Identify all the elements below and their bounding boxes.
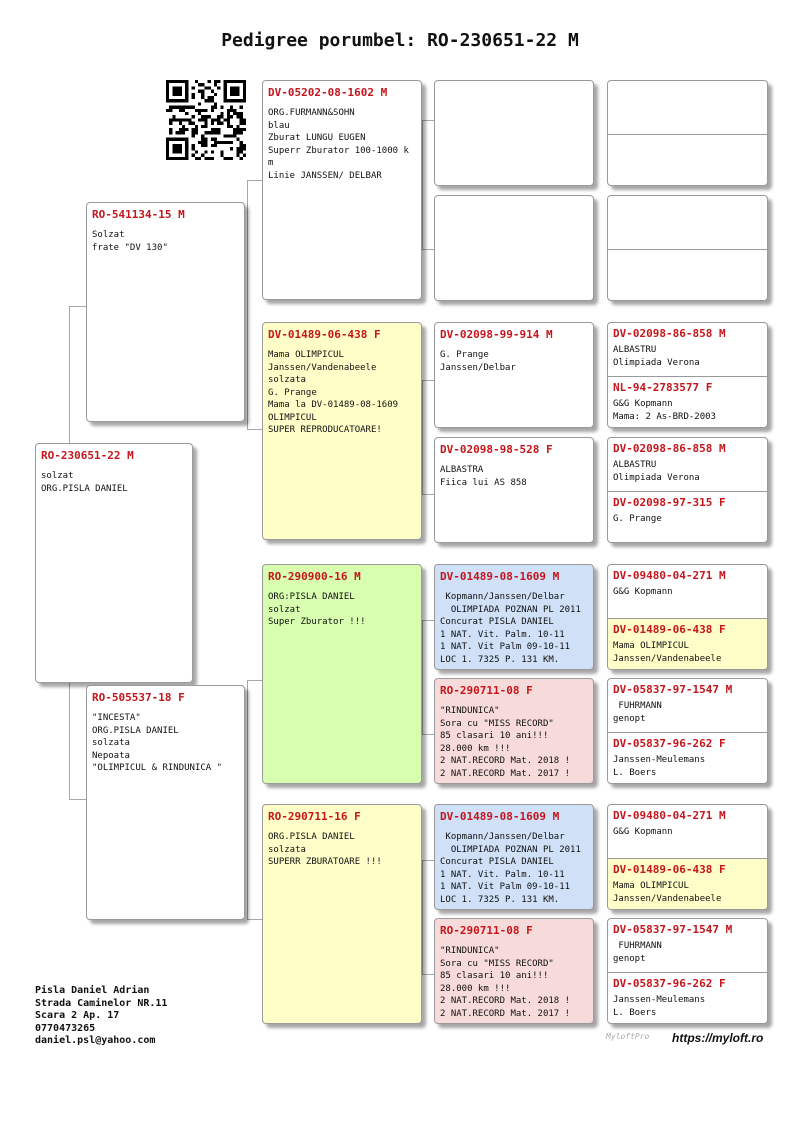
note-line: ORG:PISLA DANIEL [268, 592, 355, 602]
qr-code-icon [166, 80, 246, 160]
ring-number: RO-290711-08 F [440, 684, 533, 697]
owner-apartment: Scara 2 Ap. 17 [35, 1010, 120, 1021]
pigeon-card-gen5[interactable] [608, 679, 767, 732]
ring-number: RO-290711-08 F [440, 924, 533, 937]
note-line: Nepoata [92, 750, 130, 761]
note-line: Janssen/Delbar [440, 362, 516, 373]
ring-number: DV-09480-04-271 M [613, 809, 726, 822]
note-line: 2 NAT.RECORD Mat. 2017 ! [440, 1008, 571, 1019]
website-link[interactable]: https://myloft.ro [672, 1031, 764, 1045]
note-line: frate "DV 130" [92, 242, 168, 253]
ring-number: DV-05837-97-1547 M [613, 683, 733, 696]
pigeon-card-gen5[interactable] [608, 618, 767, 670]
pigeon-card-sire-dam[interactable] [262, 322, 422, 540]
note-line: LOC 1. 7325 P. 131 KM. [440, 894, 560, 905]
note-line: SUPERR ZBURATOARE !!! [268, 857, 382, 867]
pigeon-card-empty[interactable] [434, 80, 594, 186]
ring-number: RO-505537-18 F [92, 691, 185, 704]
connector-sd [422, 380, 434, 495]
note-line: Kopmann/Janssen/Delbar [440, 832, 565, 842]
ring-number: RO-230651-22 M [41, 449, 134, 462]
pigeon-card-gen5[interactable] [608, 491, 767, 543]
note-line: Sora cu "MISS RECORD" [440, 718, 554, 729]
pigeon-card-subject[interactable] [35, 443, 193, 683]
note-line: 28.000 km !!! [440, 983, 511, 994]
note-line: Janssen-Meulemans [613, 755, 706, 765]
note-line: OLIMPICUL [268, 412, 317, 423]
note-line: blau [268, 120, 290, 131]
pigeon-card-sire[interactable] [86, 202, 245, 422]
note-line: ORG.FURMANN&SOHN [268, 108, 355, 118]
note-line: G. Prange [440, 350, 489, 360]
pigeon-stack-ddd[interactable] [607, 918, 768, 1024]
note-line: L. Boers [613, 767, 657, 778]
note-line: Fiica lui AS 858 [440, 477, 527, 488]
note-line: "OLIMPICUL & RINDUNICA " [92, 763, 223, 773]
pigeon-card-dam-dam[interactable] [262, 804, 422, 1024]
ring-number: DV-05837-96-262 F [613, 737, 726, 750]
ring-number: RO-290711-16 F [268, 810, 361, 823]
note-line: "RINDUNICA" [440, 706, 500, 716]
note-line: ALBASTRA [440, 465, 484, 475]
note-line: Mama OLIMPICUL [268, 350, 344, 360]
note-line: Mama OLIMPICUL [613, 641, 689, 651]
page-title: Pedigree porumbel: RO-230651-22 M [221, 30, 579, 51]
note-line: 1 NAT. Vit. Palm. 10-11 [440, 629, 565, 640]
note-line: genopt [613, 713, 646, 724]
ring-number: DV-02098-86-858 M [613, 442, 726, 455]
pigeon-card-sd-dam[interactable] [434, 437, 594, 543]
note-line: solzata [92, 738, 130, 748]
pigeon-card-gen5[interactable] [608, 972, 767, 1024]
note-line: G. Prange [613, 514, 662, 524]
ring-number: DV-05837-97-1547 M [613, 923, 733, 936]
note-line: solzat [41, 471, 74, 481]
note-line: G&G Kopmann [613, 399, 673, 409]
pigeon-stack-empty[interactable] [607, 195, 768, 301]
ring-number: DV-02098-97-315 F [613, 496, 726, 509]
pigeon-card-gen5[interactable] [608, 732, 767, 784]
note-line: ALBASTRU [613, 345, 657, 355]
note-line: Janssen/Vandenabeele [613, 893, 722, 904]
pigeon-card-sire-sire[interactable] [262, 80, 422, 300]
connector-sire [247, 180, 262, 430]
note-line: "INCESTA" [92, 713, 141, 723]
note-line: 2 NAT.RECORD Mat. 2018 ! [440, 996, 571, 1006]
note-line: Concurat PISLA DANIEL [440, 857, 554, 867]
note-line: 2 NAT.RECORD Mat. 2017 ! [440, 768, 571, 779]
note-line: ORG.PISLA DANIEL [92, 725, 179, 736]
note-line: Olimpiada Verona [613, 357, 700, 368]
note-line: LOC 1. 7325 P. 131 KM. [440, 654, 560, 665]
note-line: Janssen/Vandenabeele [613, 653, 722, 664]
note-line: ORG.PISLA DANIEL [268, 832, 355, 842]
note-line: 85 clasari 10 ani!!! [440, 731, 549, 741]
ring-number: DV-02098-99-914 M [440, 328, 553, 341]
pigeon-card-dam[interactable] [86, 685, 245, 920]
note-line: Mama OLIMPICUL [613, 881, 689, 891]
ring-number: NL-94-2783577 F [613, 381, 713, 394]
ring-number: DV-01489-08-1609 M [440, 810, 560, 823]
pigeon-card-gen5[interactable] [608, 805, 767, 858]
note-line: G&G Kopmann [613, 587, 673, 597]
note-line: m [268, 158, 274, 168]
note-line: solzata [268, 375, 306, 385]
note-line: "RINDUNICA" [440, 946, 500, 956]
ring-number: DV-02098-98-528 F [440, 443, 553, 456]
ring-number: RO-290900-16 M [268, 570, 361, 583]
note-line: OLIMPIADA POZNAN PL 2011 [440, 604, 581, 615]
pigeon-card-gen5[interactable] [608, 919, 767, 972]
connector-ds [422, 620, 434, 735]
note-line: solzat [268, 604, 301, 615]
note-line: Zburat LUNGU EUGEN [268, 133, 366, 143]
note-line: Janssen-Meulemans [613, 995, 706, 1005]
note-line: Concurat PISLA DANIEL [440, 617, 554, 627]
note-line: 85 clasari 10 ani!!! [440, 971, 549, 981]
pigeon-card-ds-sire[interactable] [434, 564, 594, 670]
note-line: genopt [613, 953, 646, 964]
note-line: 1 NAT. Vit Palm 09-10-11 [440, 882, 571, 892]
pigeon-card-dam-sire[interactable] [262, 564, 422, 784]
pigeon-stack-sds[interactable] [607, 322, 768, 428]
note-line: Mama la DV-01489-08-1609 [268, 400, 399, 410]
watermark-logo: MyloftPro [606, 1032, 650, 1041]
note-line: OLIMPIADA POZNAN PL 2011 [440, 844, 581, 855]
note-line: Super Zburator !!! [268, 617, 366, 627]
note-line: Kopmann/Janssen/Delbar [440, 592, 565, 602]
note-line: SUPER REPRODUCATOARE! [268, 425, 382, 435]
ring-number: DV-01489-06-438 F [613, 863, 726, 876]
pigeon-card-dd-dam[interactable] [434, 918, 594, 1024]
pigeon-stack-dds[interactable] [607, 804, 768, 910]
pigeon-card-gen5[interactable] [608, 858, 767, 910]
ring-number: RO-541134-15 M [92, 208, 185, 221]
note-line: Solzat [92, 230, 125, 240]
note-line: Janssen/Vandenabeele [268, 362, 377, 373]
owner-email[interactable]: daniel.psl@yahoo.com [35, 1035, 156, 1046]
note-line: solzata [268, 844, 306, 855]
note-line: ALBASTRU [613, 460, 657, 470]
pigeon-stack-empty[interactable] [607, 80, 768, 186]
ring-number: DV-05202-08-1602 M [268, 86, 388, 99]
pigeon-card-gen5[interactable] [608, 376, 767, 428]
note-line: L. Boers [613, 1007, 657, 1018]
note-line: Superr Zburator 100-1000 k [268, 145, 409, 156]
connector-dd [422, 860, 434, 975]
note-line: Sora cu "MISS RECORD" [440, 958, 554, 969]
note-line: ORG.PISLA DANIEL [41, 483, 128, 494]
pigeon-card-sd-sire[interactable] [434, 322, 594, 428]
note-line: FUHRMANN [613, 701, 662, 711]
ring-number: DV-05837-96-262 F [613, 977, 726, 990]
pigeon-card-gen5[interactable] [608, 565, 767, 618]
note-line: Mama: 2 As-BRD-2003 [613, 411, 716, 422]
ring-number: DV-01489-08-1609 M [440, 570, 560, 583]
note-line: G&G Kopmann [613, 827, 673, 837]
pigeon-card-ds-dam[interactable] [434, 678, 594, 784]
ring-number: DV-01489-06-438 F [613, 623, 726, 636]
ring-number: DV-01489-06-438 F [268, 328, 381, 341]
owner-street: Strada Caminelor NR.11 [35, 997, 168, 1009]
owner-phone: 0770473265 [35, 1022, 96, 1034]
pigeon-stack-sdd[interactable] [607, 437, 768, 543]
pigeon-stack-dss[interactable] [607, 564, 768, 670]
connector-ss [422, 120, 434, 250]
connector-dam [247, 680, 262, 920]
pigeon-stack-dsd[interactable] [607, 678, 768, 784]
pigeon-card-gen5[interactable] [608, 438, 767, 491]
note-line: G. Prange [268, 387, 317, 398]
note-line: FUHRMANN [613, 941, 662, 951]
note-line: 1 NAT. Vit. Palm. 10-11 [440, 869, 565, 880]
note-line: 1 NAT. Vit Palm 09-10-11 [440, 642, 571, 652]
owner-contact [35, 985, 167, 1048]
pigeon-card-empty[interactable] [434, 195, 594, 301]
pigeon-card-gen5[interactable] [608, 323, 767, 376]
ring-number: DV-09480-04-271 M [613, 569, 726, 582]
note-line: 28.000 km !!! [440, 743, 511, 754]
pigeon-card-dd-sire[interactable] [434, 804, 594, 910]
ring-number: DV-02098-86-858 M [613, 327, 726, 340]
note-line: Olimpiada Verona [613, 472, 700, 483]
note-line: 2 NAT.RECORD Mat. 2018 ! [440, 756, 571, 766]
owner-name: Pisla Daniel Adrian [35, 985, 150, 996]
note-line: Linie JANSSEN/ DELBAR [268, 170, 382, 181]
